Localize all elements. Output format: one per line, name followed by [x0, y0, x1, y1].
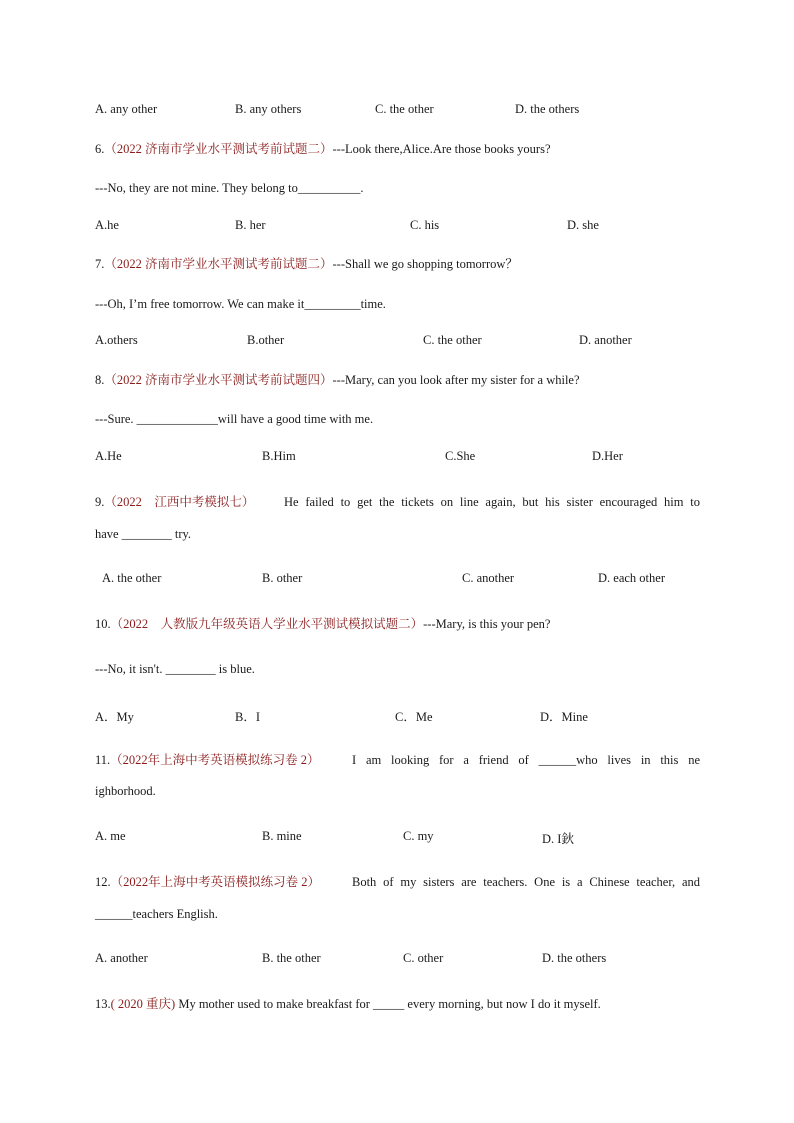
q11-question	[95, 752, 700, 768]
q7-question	[95, 256, 700, 272]
q10-option-c: C．Me	[395, 710, 433, 724]
q13-number: 13.	[95, 997, 111, 1011]
q10-option-b: B．I	[235, 710, 261, 724]
q6-option-d: D. she	[567, 218, 599, 232]
q11-option-b: B. mine	[262, 829, 302, 843]
q7-line2: ---Oh, I’m free tomorrow. We can make it_________time.	[95, 297, 386, 311]
q9-question	[95, 494, 700, 510]
q9-option-a: A. the other	[102, 571, 162, 585]
q10-option-d: D．Mine	[540, 710, 588, 724]
q12-option-c: C. other	[403, 951, 444, 965]
q12-question	[95, 874, 700, 890]
q7-number: 7.	[95, 257, 105, 271]
q11-stem: I am looking for a friend of ______who lives in this ne	[352, 753, 700, 767]
q6-source: （2022 济南市学业水平测试考前试题二）	[104, 142, 333, 156]
q7-option-a: A.others	[95, 333, 138, 347]
q8-stem: ---Mary, can you look after my sister for a while?	[332, 373, 580, 387]
q6-option-b: B. her	[235, 218, 266, 232]
q8-question	[95, 372, 700, 388]
q10-stem: ---Mary, is this your pen?	[423, 617, 551, 631]
q11-line2: ighborhood.	[95, 784, 156, 798]
q10-number: 10.	[95, 617, 111, 631]
q6-option-a: A.he	[95, 218, 119, 232]
q10-question	[95, 616, 700, 632]
q11-option-a: A. me	[95, 829, 126, 843]
q10-line2: ---No, it isn't. ________ is blue.	[95, 662, 255, 676]
q11-source: （2022年上海中考英语模拟练习卷 2）	[110, 753, 320, 767]
q9-option-b: B. other	[262, 571, 303, 585]
q12-number: 12.	[95, 875, 111, 889]
q9-option-c: C. another	[462, 571, 515, 585]
q12-source: （2022年上海中考英语模拟练习卷 2）	[110, 875, 321, 889]
q6-stem: ---Look there,Alice.Are those books yours?	[332, 142, 551, 156]
q5-option-b: B. any others	[235, 102, 302, 116]
q9-option-d: D. each other	[598, 571, 665, 585]
q9-line2: have ________ try.	[95, 527, 192, 541]
q12-stem: Both of my sisters are teachers. One is a Chinese teacher, and	[352, 875, 700, 889]
q8-line2: ---Sure. _____________will have a good time with me.	[95, 412, 374, 426]
q11-option-d: D. I鈥	[542, 832, 574, 846]
q12-line2: ______teachers English.	[95, 907, 218, 921]
q10-source: （2022 人教版九年级英语人学业水平测试模拟试题二）	[110, 617, 424, 631]
q5-option-d: D. the others	[515, 102, 580, 116]
q10-option-a: A．My	[95, 710, 134, 724]
q11-number: 11.	[95, 753, 111, 767]
q8-option-b: B.Him	[262, 449, 296, 463]
q8-source: （2022 济南市学业水平测试考前试题四）	[104, 373, 333, 387]
q8-option-c: C.She	[445, 449, 476, 463]
q9-number: 9.	[95, 495, 105, 509]
q8-option-a: A.He	[95, 449, 122, 463]
q7-option-d: D. another	[579, 333, 632, 347]
q7-source: （2022 济南市学业水平测试考前试题二）	[104, 257, 333, 271]
q12-option-a: A. another	[95, 951, 148, 965]
q7-stem: ---Shall we go shopping tomorrow？	[332, 257, 518, 271]
q5-option-c: C. the other	[375, 102, 434, 116]
q13-question	[95, 996, 700, 1012]
q8-option-d: D.Her	[592, 449, 623, 463]
q11-option-c: C. my	[403, 829, 434, 843]
q9-source: （2022 江西中考模拟七）	[104, 495, 255, 509]
q7-option-b: B.other	[247, 333, 285, 347]
q6-line2: ---No, they are not mine. They belong to__________.	[95, 181, 364, 195]
q6-option-c: C. his	[410, 218, 440, 232]
q5-option-a: A. any other	[95, 102, 158, 116]
q8-number: 8.	[95, 373, 105, 387]
q12-option-d: D. the others	[542, 951, 607, 965]
q7-option-c: C. the other	[423, 333, 482, 347]
q12-option-b: B. the other	[262, 951, 321, 965]
q6-question	[95, 141, 700, 157]
q9-stem: He failed to get the tickets on line again, but his sister encouraged him to	[284, 495, 700, 509]
q13-stem: My mother used to make breakfast for _____ every morning, but now I do it myself.	[175, 997, 601, 1011]
q13-source: ( 2020 重庆)	[110, 997, 176, 1011]
q6-number: 6.	[95, 142, 105, 156]
